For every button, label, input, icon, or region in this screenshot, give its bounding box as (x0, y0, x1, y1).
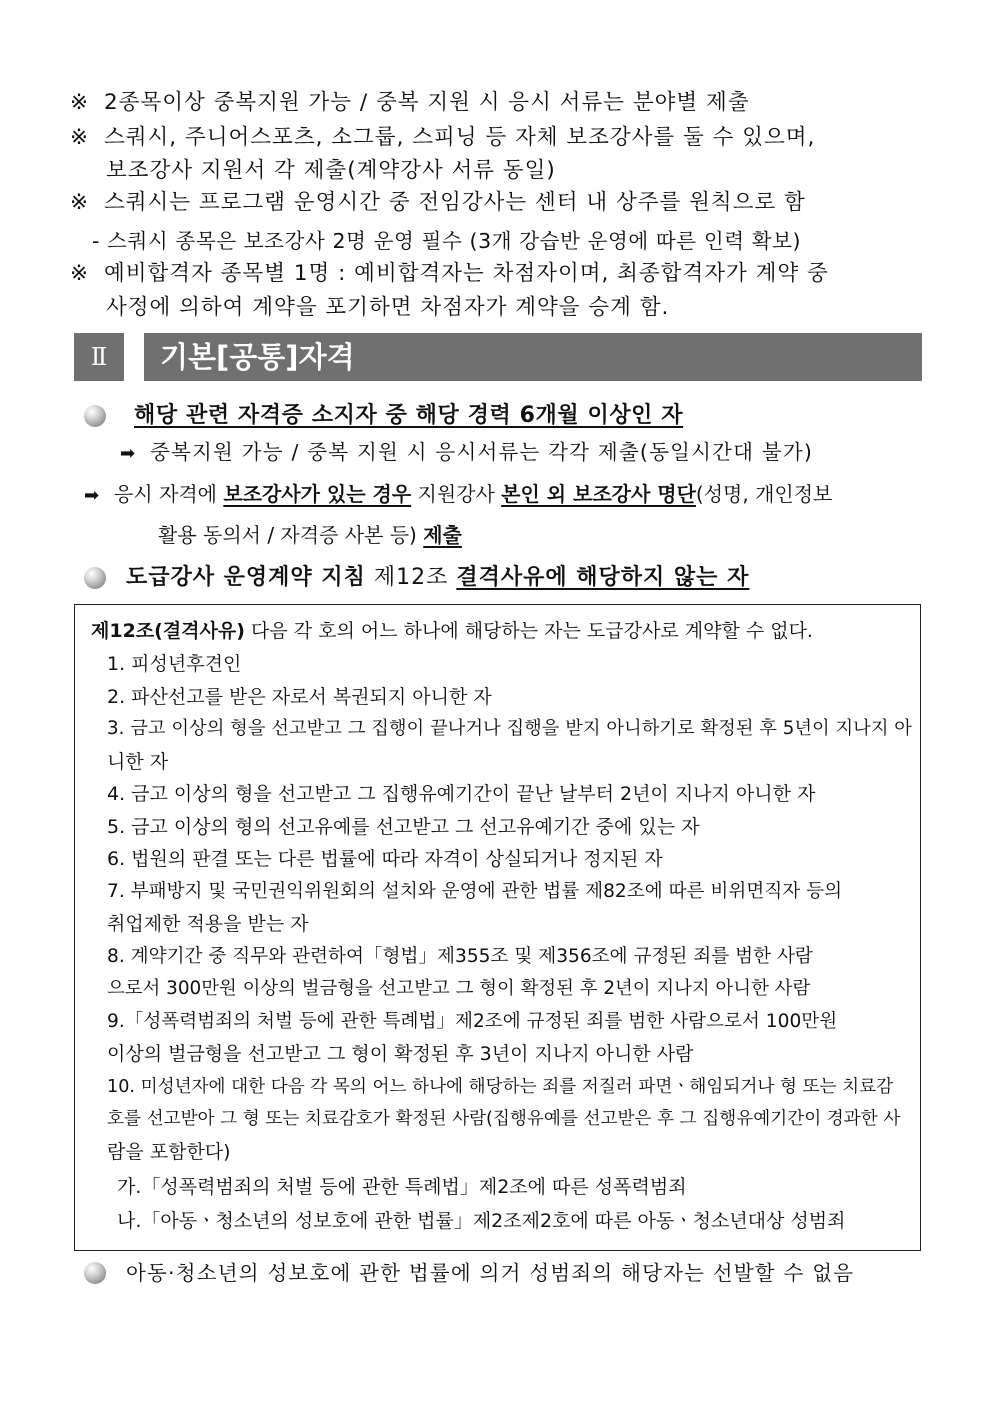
note-mark: ※ (70, 261, 90, 286)
article-item: 1. 피성년후견인 (107, 653, 242, 675)
article-item: 5. 금고 이상의 형의 선고유예를 선고받고 그 선고유예기간 중에 있는 자 (107, 816, 700, 838)
article-item: 9.「성폭력범죄의 처벌 등에 관한 특례법」제2조에 규정된 죄를 범한 사람으로서 100만원 (107, 1011, 838, 1032)
article-subitem: 나.「아동ㆍ청소년의 성보호에 관한 법률」제2조제2호에 따른 아동ㆍ청소년대상 성범죄 (117, 1210, 846, 1232)
article-item: 취업제한 적용을 받는 자 (107, 913, 309, 935)
article-12-box (74, 604, 921, 1251)
bullet-icon (84, 1262, 106, 1284)
note-mark: ※ (70, 125, 90, 150)
article-item: 4. 금고 이상의 형을 선고받고 그 집행유예기간이 끝난 날부터 2년이 지나지 아니한 자 (107, 783, 816, 805)
section-header (74, 333, 922, 381)
article-item: 3. 금고 이상의 형을 선고받고 그 집행이 끝나거나 집행을 받지 아니하기로 확정된 후 5년이 지나지 아 (107, 718, 912, 739)
final-note-text: 아동·청소년의 성보호에 관한 법률에 의거 성범죄의 해당자는 선발할 수 없음 (126, 1261, 855, 1285)
article-heading-line: 제12조(결격사유) 다음 각 호의 어느 하나에 해당하는 자는 도급강사로 계약할 수 없다. (91, 620, 813, 642)
note-1: ※ 2종목이상 중복지원 가능 / 중복 지원 시 응시 서류는 분야별 제출 (70, 88, 750, 118)
arrow-icon: ➡ (84, 485, 100, 506)
article-item: 2. 파산선고를 받은 자로서 복권되지 아니한 자 (107, 686, 492, 708)
bullet-icon (84, 405, 106, 427)
note-4: ※ 예비합격자 종목별 1명 : 예비합격자는 차점자이며, 최종합격자가 계약 중 (70, 259, 829, 289)
apply-note-cont: 활용 동의서 / 자격증 사본 등) 제출 (158, 523, 462, 547)
note-mark: ※ (70, 90, 90, 115)
article-item: 6. 법원의 판결 또는 다른 법률에 따라 자격이 상실되거나 정지된 자 (107, 848, 663, 870)
note-3: ※ 스쿼시는 프로그램 운영시간 중 전임강사는 센터 내 상주를 원칙으로 함 (70, 188, 806, 218)
article-item: 니한 자 (107, 751, 169, 773)
article-item: 람을 포함한다) (107, 1141, 231, 1163)
note-2-cont: 보조강사 지원서 각 제출(계약강사 서류 동일) (106, 158, 556, 183)
requirement-2-title: 도급강사 운영계약 지침 제12조 결격사유에 해당하지 않는 자 (126, 565, 750, 590)
requirement-1-sub: ➡ 중복지원 가능 / 중복 지원 시 응시서류는 각각 제출(동일시간대 불가) (120, 437, 813, 469)
section-number: Ⅱ (74, 333, 124, 381)
note-mark: ※ (70, 190, 90, 215)
note-2: ※ 스쿼시, 주니어스포츠, 소그룹, 스피닝 등 자체 보조강사를 둘 수 있으며, (70, 123, 815, 153)
article-subitem: 가.「성폭력범죄의 처벌 등에 관한 특례법」제2조에 따른 성폭력범죄 (117, 1176, 687, 1198)
article-item: 이상의 벌금형을 선고받고 그 형이 확정된 후 3년이 지나지 아니한 사람 (107, 1043, 694, 1065)
article-item: 으로서 300만원 이상의 벌금형을 선고받고 그 형이 확정된 후 2년이 지나지 아니한 사람 (107, 978, 811, 999)
arrow-icon: ➡ (120, 443, 137, 464)
note-3-sub: - 스쿼시 종목은 보조강사 2명 운영 필수 (3개 강습반 운영에 따른 인력 확보) (92, 229, 802, 253)
article-item: 10. 미성년자에 대한 다음 각 목의 어느 하나에 해당하는 죄를 저질러 파면ㆍ해임되거나 형 또는 치료감 (107, 1077, 894, 1097)
section-title: 기본[공통]자격 (144, 333, 922, 381)
article-item: 7. 부패방지 및 국민권익위원회의 설치와 운영에 관한 법률 제82조에 따른 비위면직자 등의 (107, 881, 843, 902)
apply-note: ➡ 응시 자격에 보조강사가 있는 경우 지원강사 본인 외 보조강사 명단(성명, 개인정보 (84, 479, 832, 511)
requirement-1-title: 해당 관련 자격증 소지자 중 해당 경력 6개월 이상인 자 (134, 403, 684, 428)
bullet-icon (84, 567, 106, 589)
note-4-cont: 사정에 의하여 계약을 포기하면 차점자가 계약을 승계 함. (106, 295, 670, 320)
article-item: 호를 선고받아 그 형 또는 치료감호가 확정된 사람(집행유예를 선고받은 후 그 집행유예기간이 경과한 사 (107, 1109, 901, 1129)
article-item: 8. 계약기간 중 직무와 관련하여「형법」제355조 및 제356조에 규정된 죄를 범한 사람 (107, 946, 813, 967)
